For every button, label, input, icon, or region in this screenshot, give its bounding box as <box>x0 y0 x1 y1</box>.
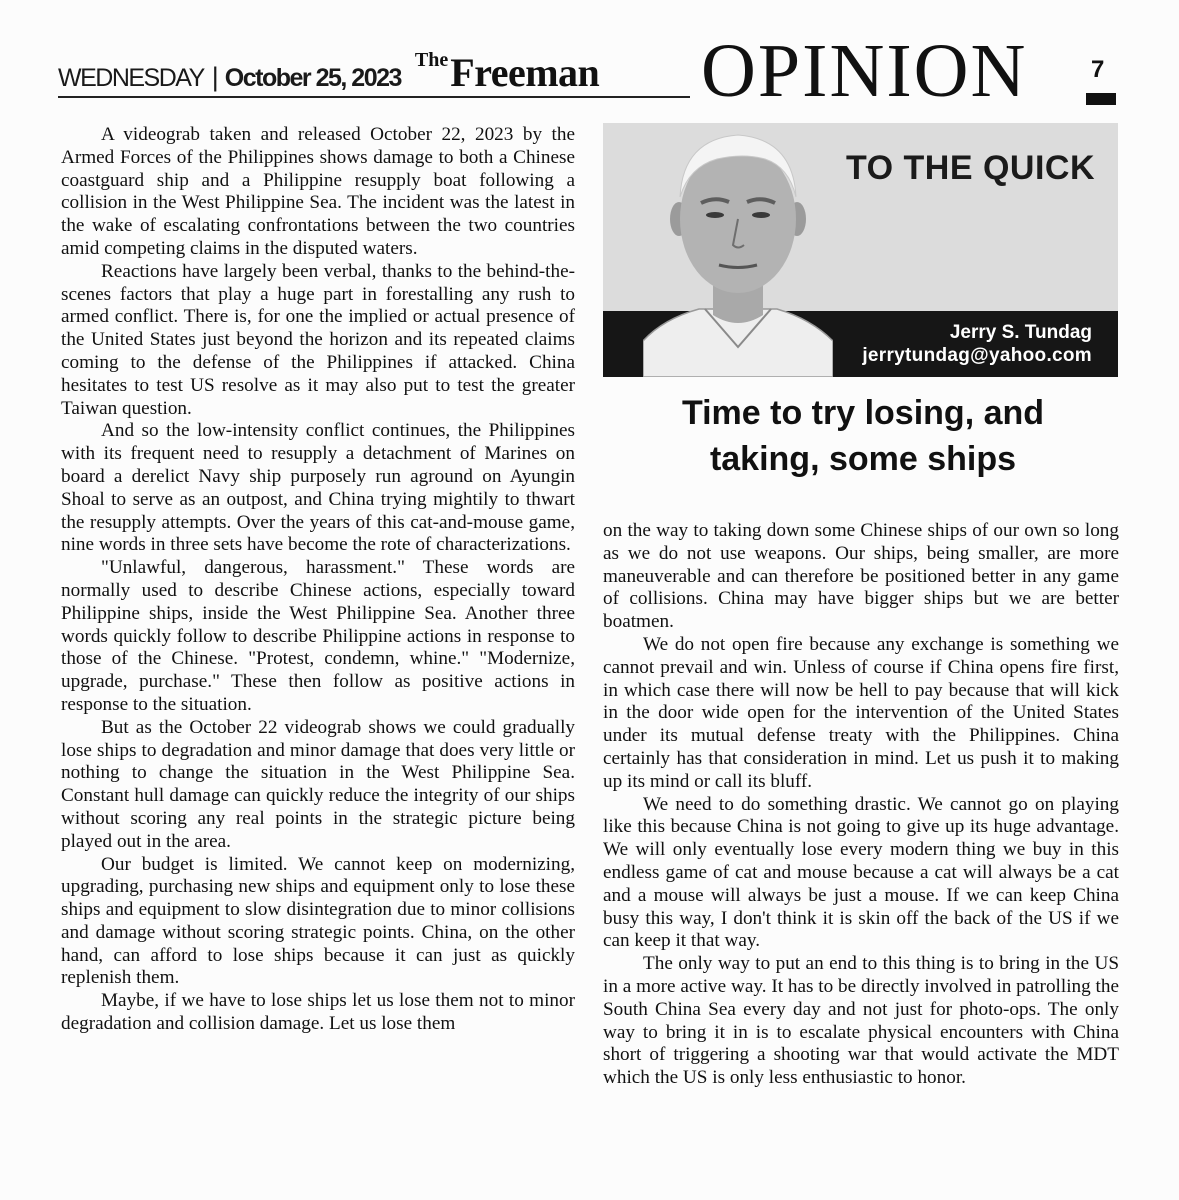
article-column-left <box>61 124 575 1036</box>
masthead <box>58 29 1122 113</box>
paragraph: Our budget is limited. We cannot keep on modernizing, upgrading, purchasing new ships and equipment only to lose these ships and equipment to slow disintegration due to minor collisions and damage without scoring strategic points. China, on the other hand, can afford to lose ships because it can just as quickly replenish them. <box>61 853 575 989</box>
paragraph: We need to do something drastic. We cannot go on playing like this because China is not going to give up its huge advantage. We will only eventually lose every modern thing we buy in this endless game of cat and mouse because a cat will always be a cat and a mouse will always be just a mouse. If we can keep China busy this way, I don't think it is skin off the back of the US if we can keep it that way. <box>603 793 1119 952</box>
paragraph: We do not open fire because any exchange is something we cannot prevail and win. Unless of course if China opens fire first, in which case there will now be hell to pay because that will kick in the door wide open for the intervention of the United States under its mutual defense treaty with the Philippines. China certainly has that consideration in mind. Let us push it to making up its mind or call its bluff. <box>603 633 1119 792</box>
section-title: OPINION <box>701 29 1028 113</box>
column-kicker: TO THE QUICK <box>845 149 1095 187</box>
date-separator: | <box>211 62 219 92</box>
paragraph: "Unlawful, dangerous, harassment." These words are normally used to describe Chinese actions, especially toward Philippine ships, inside the West Philippine Sea. Another three words quickly follow to describe Philippine actions in response to those of the Chinese. "Protest, condemn, whine." "Modernize, upgrade, purchase." These then follow as positive actions in response to the situation. <box>61 557 575 715</box>
paragraph: Maybe, if we have to lose ships let us lose them not to minor degradation and collision damage. Let us lose them <box>61 990 575 1035</box>
columnist-email: jerrytundag@yahoo.com <box>862 345 1092 366</box>
columnist-portrait <box>643 123 833 377</box>
issue-day: WEDNESDAY <box>58 64 204 92</box>
columnist-box <box>603 123 1118 377</box>
page-number-block <box>1086 93 1116 105</box>
masthead-rule <box>58 96 690 98</box>
paragraph: But as the October 22 videograb shows we could gradually lose ships to degradation and minor damage that does very little or nothing to change the situation in the West Philippine Sea. Constant hull damage can quickly reduce the integrity of our ships without scoring any real points in the strategic picture being played out in the area. <box>61 716 575 852</box>
headline-line: taking, some ships <box>709 440 1017 478</box>
newspaper-the: The <box>414 49 449 71</box>
masthead-left <box>58 49 600 95</box>
headline-line: Time to try losing, and <box>681 394 1045 432</box>
paragraph-continuation: on the way to taking down some Chinese ships of our own so long as we do not use weapons. Our ships, being smaller, are more maneuverable and can therefore be positioned better in any game of collisions. China may have bigger ships but we are better boatmen. <box>603 520 1119 633</box>
article-headline <box>603 390 1123 482</box>
paragraph: Reactions have largely been verbal, thanks to the behind-the-scenes factors that play a huge part in forestalling any rush to armed conflict. There is, for one the implied or actual presence of the United States just beyond the horizon and its repeated claims coming to the defense of the Philippines if attacked. China hesitates to test US resolve as it may also put to test the greater Taiwan question. <box>61 260 575 419</box>
paragraph: A videograb taken and released October 22, 2023 by the Armed Forces of the Philippines shows damage to both a Chinese coastguard ship and a Philippine resupply boat following a collision in the West Philippine Sea. The incident was the latest in the wake of escalating confrontations between the two countries amid competing claims in the disputed waters. <box>61 124 575 259</box>
article-column-right <box>603 520 1119 1090</box>
paragraph: And so the low-intensity conflict continues, the Philippines with its frequent need to resupply a detachment of Marines on board a derelict Navy ship purposely run aground on Ayungin Shoal to serve as an outpost, and China trying mightily to thwart the resupply attempts. Over the years of this cat-and-mouse game, nine words in three sets have become the rote of characterizations. <box>61 420 575 556</box>
newspaper-name: Freeman <box>450 50 600 95</box>
issue-date: October 25, 2023 <box>224 64 401 92</box>
columnist-name: Jerry S. Tundag <box>949 322 1092 343</box>
paragraph: The only way to put an end to this thing is to bring in the US in a more active way. It has to be directly involved in patrolling the South China Sea every day and not just for photo-ops. The only way to bring it in is to escalate physical encounters with China short of triggering a shooting war that would activate the MDT which the US is only less enthusiastic to honor. <box>603 953 1119 1089</box>
page-number: 7 <box>1091 56 1105 83</box>
